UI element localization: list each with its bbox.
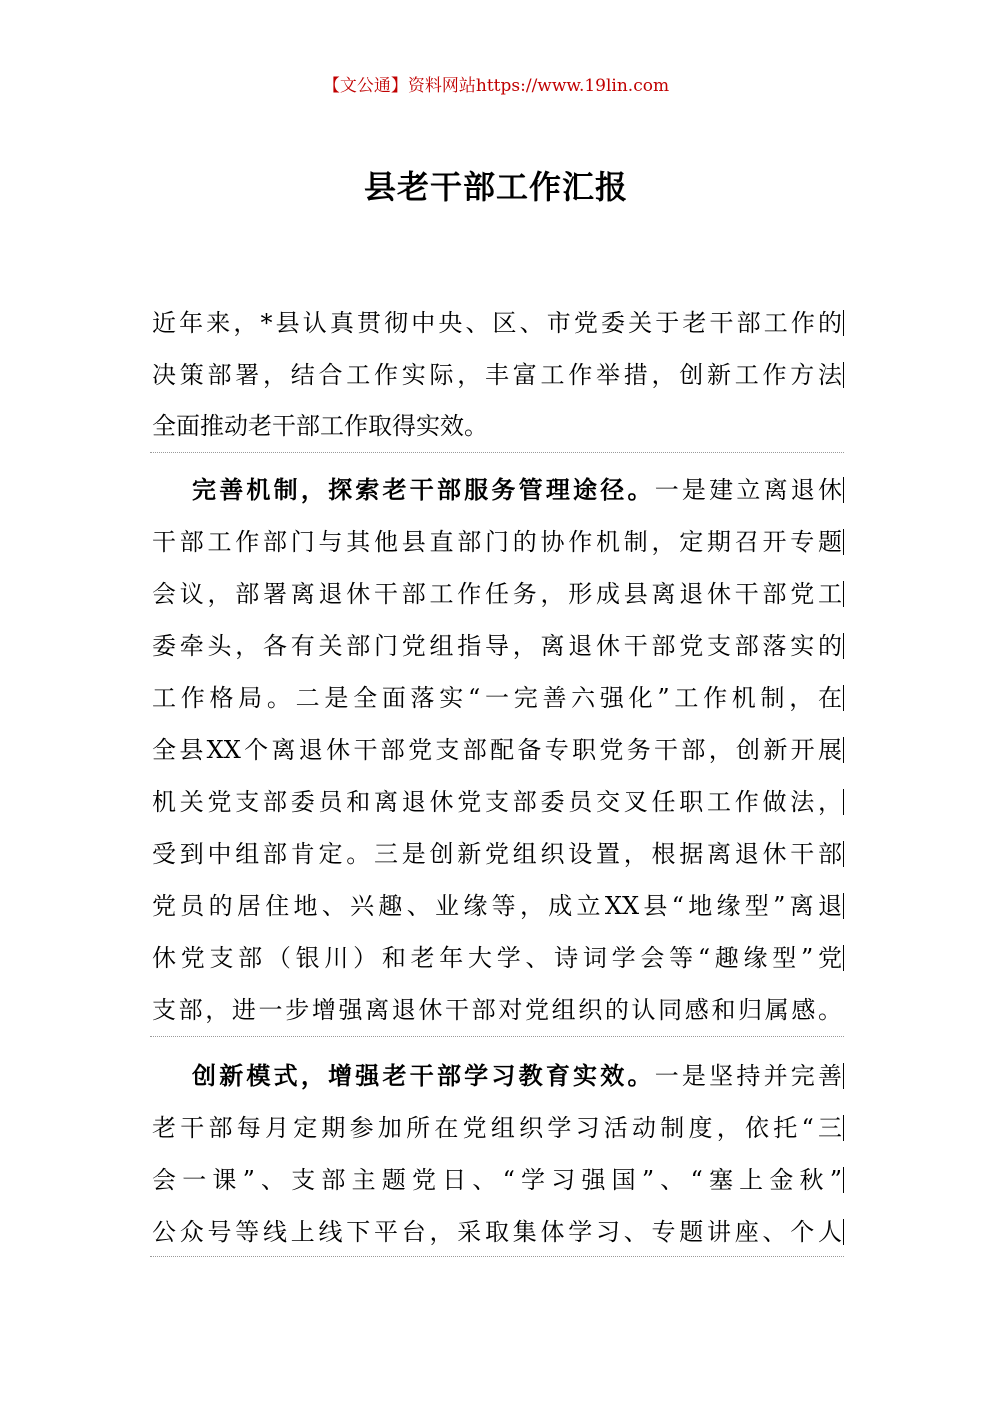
section-divider [150,1036,844,1037]
margin-bar [843,945,844,971]
paragraph-1-line-3: 全面推动老干部工作取得实效。 [152,412,488,440]
site-header-link[interactable]: 【文公通】资料网站https://www.19lin.com [322,76,670,96]
paragraph-1-line-2: 决策部署，结合工作实际，丰富工作举措，创新工作方法 [152,361,842,389]
paragraph-2-line-1 [192,463,842,517]
paragraph-3-line-3: 会一课”、支部主题党日、“学习强国”、“塞上金秋” [152,1166,842,1194]
paragraph-2-line-7: 机关党支部委员和离退休党支部委员交叉任职工作做法， [152,788,842,816]
paragraph-2-line-11: 支部，进一步增强离退休干部对党组织的认同感和归属感。 [152,996,842,1024]
margin-bar [843,737,844,763]
margin-bar [843,310,844,336]
margin-bar [843,477,844,503]
margin-bar [843,685,844,711]
margin-bar [843,362,844,388]
document-title: 县老干部工作汇报 [363,168,628,206]
margin-bar [843,1167,844,1193]
paragraph-2-line-9: 党员的居住地、兴趣、业缘等，成立XX县“地缘型”离退 [152,892,842,920]
margin-bar [843,1063,844,1089]
paragraph-1-line-1: 近年来，*县认真贯彻中央、区、市党委关于老干部工作的 [152,309,842,337]
margin-bar [843,1219,844,1245]
paragraph-3-line-1 [192,1049,842,1103]
section-heading-learning: 创新模式，增强老干部学习教育实效。 [192,1061,655,1090]
margin-bar [843,1115,844,1141]
paragraph-3-line-4: 公众号等线上线下平台，采取集体学习、专题讲座、个人 [152,1218,842,1246]
paragraph-2-line-4: 委牵头，各有关部门党组指导，离退休干部党支部落实的 [152,632,842,660]
paragraph-2-line-6: 全县XX个离退休干部党支部配备专职党务干部，创新开展 [152,736,842,764]
paragraph-2-line-2: 干部工作部门与其他县直部门的协作机制，定期召开专题 [152,528,842,556]
paragraph-2-line-5: 工作格局。二是全面落实“一完善六强化”工作机制，在 [152,684,842,712]
margin-bar [843,789,844,815]
margin-bar [843,581,844,607]
margin-bar [843,841,844,867]
paragraph-2-line-8: 受到中组部肯定。三是创新党组织设置，根据离退休干部 [152,840,842,868]
margin-bar [843,893,844,919]
paragraph-3-line-2: 老干部每月定期参加所在党组织学习活动制度，依托“三 [152,1114,842,1142]
paragraph-3-line-1-text: 一是坚持并完善 [654,1062,843,1090]
paragraph-2-line-1-text: 一是建立离退休 [654,476,843,504]
paragraph-2-line-10: 休党支部（银川）和老年大学、诗词学会等“趣缘型”党 [152,944,842,972]
paragraph-2-line-3: 会议，部署离退休干部工作任务，形成县离退休干部党工 [152,580,842,608]
margin-bar [843,529,844,555]
margin-bar [843,633,844,659]
section-heading-mechanism: 完善机制，探索老干部服务管理途径。 [192,475,655,504]
section-divider [150,1256,844,1257]
section-divider [150,452,844,453]
